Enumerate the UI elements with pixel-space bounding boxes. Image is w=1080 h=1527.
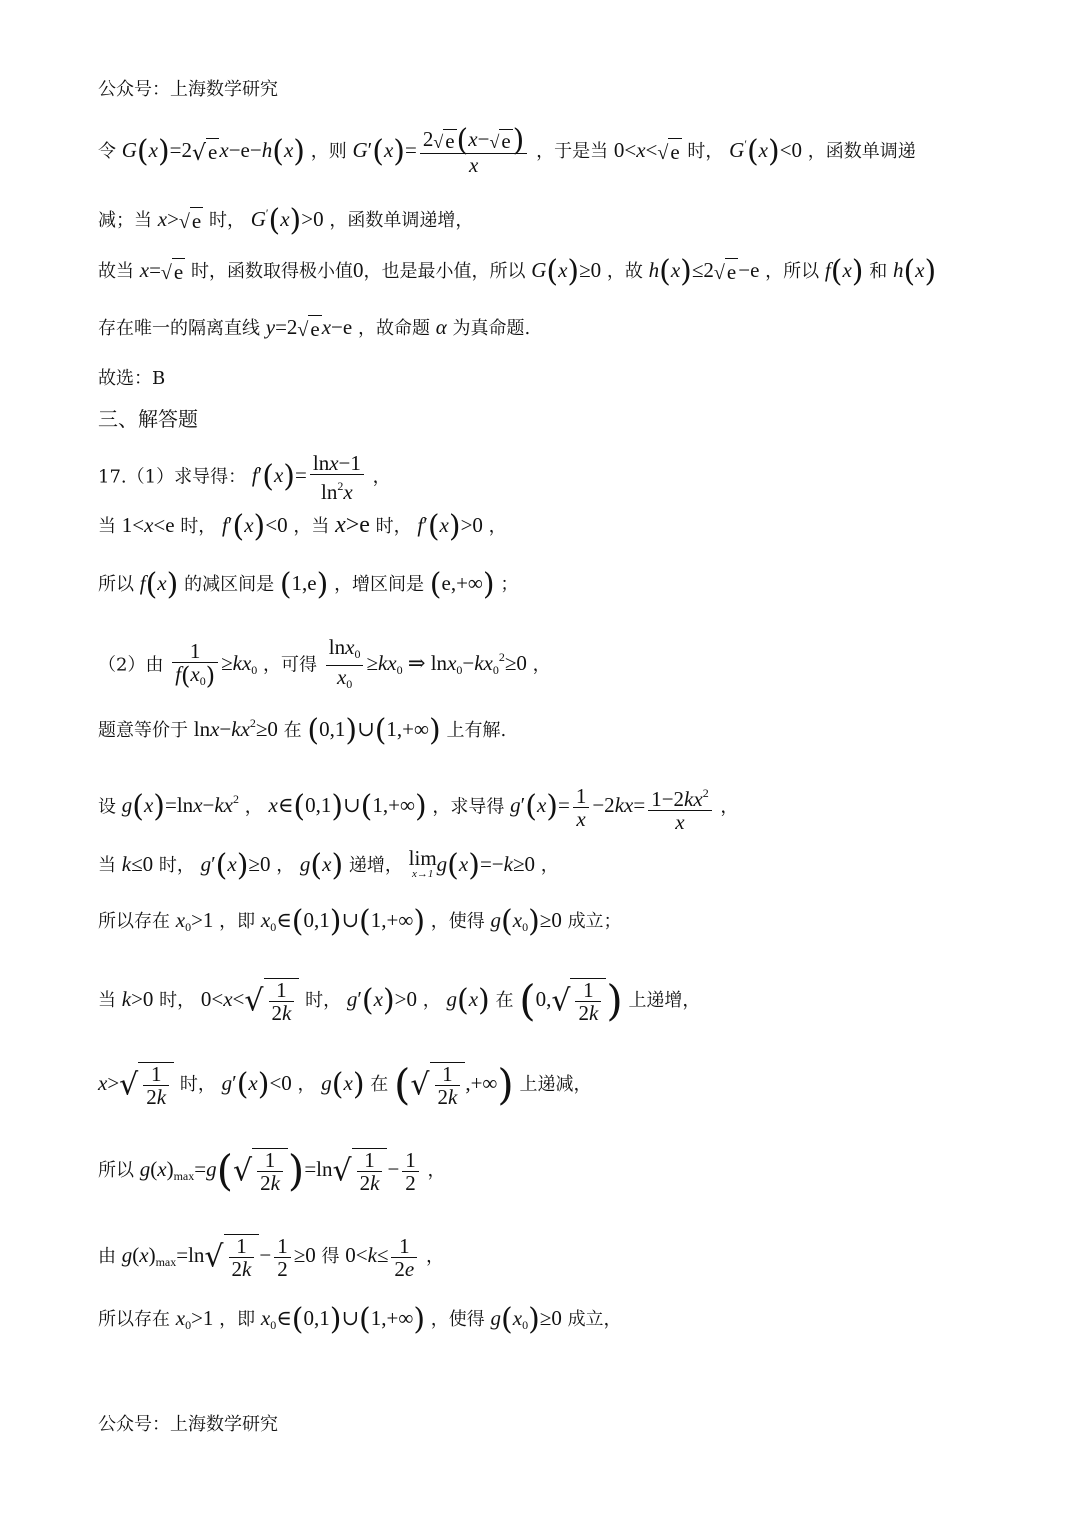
math-fprime-neg: f′(x)<0 xyxy=(222,509,288,545)
math-range-4: x>e xyxy=(335,512,370,538)
math-gx0-nonneg-b: $g(x_0)\ge 0$ xyxy=(490,1302,562,1338)
math-ineq-2: $\frac{\ln x_0}{x_0}$ $\ge kx_0$ ⇒ $\ln x_0-kx_0^2\ge 0$ xyxy=(323,651,527,675)
math-equiv: $\ln x-kx^2\ge 0$ xyxy=(193,716,278,741)
math-x0-gt1: $x_0>1$ xyxy=(175,908,214,934)
text-line-9: （2）由 $\frac{1}{f(x_0)}$ $\ge kx_0$ ，可得 $\frac{\ln x_0}{x_0}$ $\ge kx_0$ ⇒ $\ln x_0-kx_0^2\ge 0$ ， xyxy=(98,635,551,691)
math-range-6: x>√ $\frac{1}{2k}$ xyxy=(98,1071,174,1095)
math-f-derivative: f′(x)= $\frac{\ln x-1}{\ln^2x}$ xyxy=(252,463,367,487)
math-range-1: 0<x<√e xyxy=(613,137,680,165)
math-limit: lim x→1 g(x)=−k≥0 xyxy=(408,846,535,883)
answer-choice: 故选：B xyxy=(98,368,166,389)
math-domain: (0,1)∪(1,+∞) xyxy=(307,713,441,749)
math-g-2: g(x) xyxy=(446,983,490,1018)
math-fprime-pos: f′(x)>0 xyxy=(417,509,483,545)
math-x-eq: x=√e xyxy=(139,258,184,285)
text-line-4: 存在唯一的隔离直线 y=2√ex−e ，故命题 α 为真命题. xyxy=(98,315,531,342)
math-gmax-cond: $g(x)_{max}=\ln√$ $\frac{1}{2k}$ − $\frac{1}{2}$ ≥0 xyxy=(121,1233,316,1281)
math-gmax: $g(x)_{max}=g(√$ $\frac{1}{2k}$ )=ln√ $\frac{1}{2k}$ − $\frac{1}{2}$ xyxy=(140,1157,422,1181)
page-header: 公众号：上海数学研究 xyxy=(98,79,278,100)
math-interval-inc: (e,+∞) xyxy=(429,567,495,603)
text-line-12: 当 k≤0 时， g′(x)≥0 ， g(x) 递增， lim x→1 g(x)=−k≥0 ， xyxy=(98,846,559,883)
math-G-derivative: G′(x)= $\frac{2√e(x-√e)}{x}$ xyxy=(352,138,530,162)
math-x0-domain: $x_0\in(0,1)\cup(1,+\infty)$ xyxy=(260,904,426,940)
math-range-5: 0<x<√ $\frac{1}{2k}$ xyxy=(201,987,299,1011)
math-x0-domain-b: $x_0\in(0,1)\cup(1,+\infty)$ xyxy=(260,1302,426,1338)
text-line-17: 由 $g(x)_{max}=\ln√$ $\frac{1}{2k}$ − $\frac{1}{2}$ ≥0 得 0<k≤ $\frac{1}{2e}$ ， xyxy=(98,1233,444,1281)
math-alpha: α xyxy=(435,315,447,339)
math-ineq-1: $\frac{1}{f(x_0)}$ $\ge kx_0$ xyxy=(169,651,257,675)
math-gprime-neg: g′(x)<0 xyxy=(221,1067,292,1102)
math-x-domain: x∈(0,1)∪(1,+∞) xyxy=(268,789,427,825)
text-line-1: 令 G(x)=2√ex−e−h(x) ，则 G′(x)= $\frac{2√e(x-√e)}{x}$ ，于是当 0<x<√e 时， G′(x)<0 ，函数单调递 xyxy=(98,123,916,178)
text-line-18: 所以存在 $x_0>1$ ，即 $x_0\in(0,1)\cup(1,+\infty)$ ，使得 $g(x_0)\ge 0$ 成立， xyxy=(98,1302,622,1338)
text-line-14: 当 k>0 时， 0<x<√ $\frac{1}{2k}$ 时， g′(x)>0 ， g(x) 在 (0,√ $\frac{1}{2k}$ ) 上递增， xyxy=(98,976,701,1025)
math-g-def: $g(x)=\ln x-kx^2$ xyxy=(121,789,240,825)
text-line-10: 题意等价于 $\ln x-kx^2\ge 0$ 在 (0,1)∪(1,+∞) 上有解. xyxy=(98,713,507,749)
math-interval-down: (√ $\frac{1}{2k}$ ,+∞) xyxy=(394,1060,514,1109)
math-interval-dec: (1,e) xyxy=(279,567,329,603)
math-G-neg: G′(x)<0 xyxy=(729,134,803,170)
math-interval-up: (0,√ $\frac{1}{2k}$ ) xyxy=(519,976,623,1025)
math-gx0-nonneg: $g(x_0)\ge 0$ xyxy=(490,904,562,940)
math-h: h(x) xyxy=(892,254,937,290)
text-line-6: 17.（1）求导得： f′(x)= $\frac{\ln x-1}{\ln^2x}$ ， xyxy=(98,451,391,504)
math-g-derivative: g′(x)= $\frac{1}{x}$ −2kx= $\frac{1-2kx^2}{x}$ xyxy=(510,793,715,817)
math-k-nonpos: k≤0 xyxy=(121,851,154,876)
math-G-pos: G′(x)>0 xyxy=(250,203,324,239)
math-gprime-pos: g′(x)>0 xyxy=(346,983,418,1018)
text-line-11: 设 $g(x)=\ln x-kx^2$ ， x∈(0,1)∪(1,+∞) ，求导得 g′(x)= $\frac{1}{x}$ −2kx= $\frac{1-2kx^2}{x}$ ， xyxy=(98,784,739,834)
math-f-2: f(x) xyxy=(139,567,179,603)
math-G-nonneg: G(x)≥0 xyxy=(531,254,602,290)
math-g-3: g(x) xyxy=(321,1067,365,1102)
math-x0-gt1-b: $x_0>1$ xyxy=(175,1306,214,1332)
text-line-13: 所以存在 $x_0>1$ ，即 $x_0\in(0,1)\cup(1,+\infty)$ ，使得 $g(x_0)\ge 0$ 成立； xyxy=(98,904,622,940)
math-f: f(x) xyxy=(824,254,864,290)
math-line-y: y=2√ex−e xyxy=(265,315,353,342)
text-line-16: 所以 $g(x)_{max}=g(√$ $\frac{1}{2k}$ )=ln√ $\frac{1}{2k}$ − $\frac{1}{2}$ ， xyxy=(98,1146,446,1195)
section-heading: 三、解答题 xyxy=(98,407,198,431)
text-line-7: 当 1<x<e 时， f′(x)<0 ，当 x>e 时， f′(x)>0 ， xyxy=(98,509,507,545)
text-line-2: 减；当 x>√e 时， G′(x)>0 ，函数单调递增， xyxy=(98,203,474,239)
math-G-def: G(x)=2√ex−e−h(x) xyxy=(121,134,305,170)
page-footer: 公众号：上海数学研究 xyxy=(98,1414,278,1435)
math-range-2: x>√e xyxy=(157,207,202,234)
math-range-3: 1<x<e xyxy=(121,513,175,537)
math-g-1: g(x) xyxy=(299,848,344,883)
math-h-bound: h(x)≤2√e−e xyxy=(648,254,760,290)
math-k-range: 0<k≤ $\frac{1}{2e}$ xyxy=(345,1243,420,1267)
text-line-8: 所以 f(x) 的减区间是 (1,e) ，增区间是 (e,+∞) ； xyxy=(98,567,519,603)
text-line-15: x>√ $\frac{1}{2k}$ 时， g′(x)<0 ， g(x) 在 (√ $\frac{1}{2k}$ ,+∞) 上递减， xyxy=(98,1060,592,1109)
math-k-pos: k>0 xyxy=(121,986,154,1011)
math-gprime-nonneg: g′(x)≥0 xyxy=(200,848,271,883)
text-line-3: 故当 x=√e 时，函数取得极小值0，也是最小值，所以 G(x)≥0 ，故 h(x)≤2√e−e ，所以 f(x) 和 h(x) xyxy=(98,254,937,290)
